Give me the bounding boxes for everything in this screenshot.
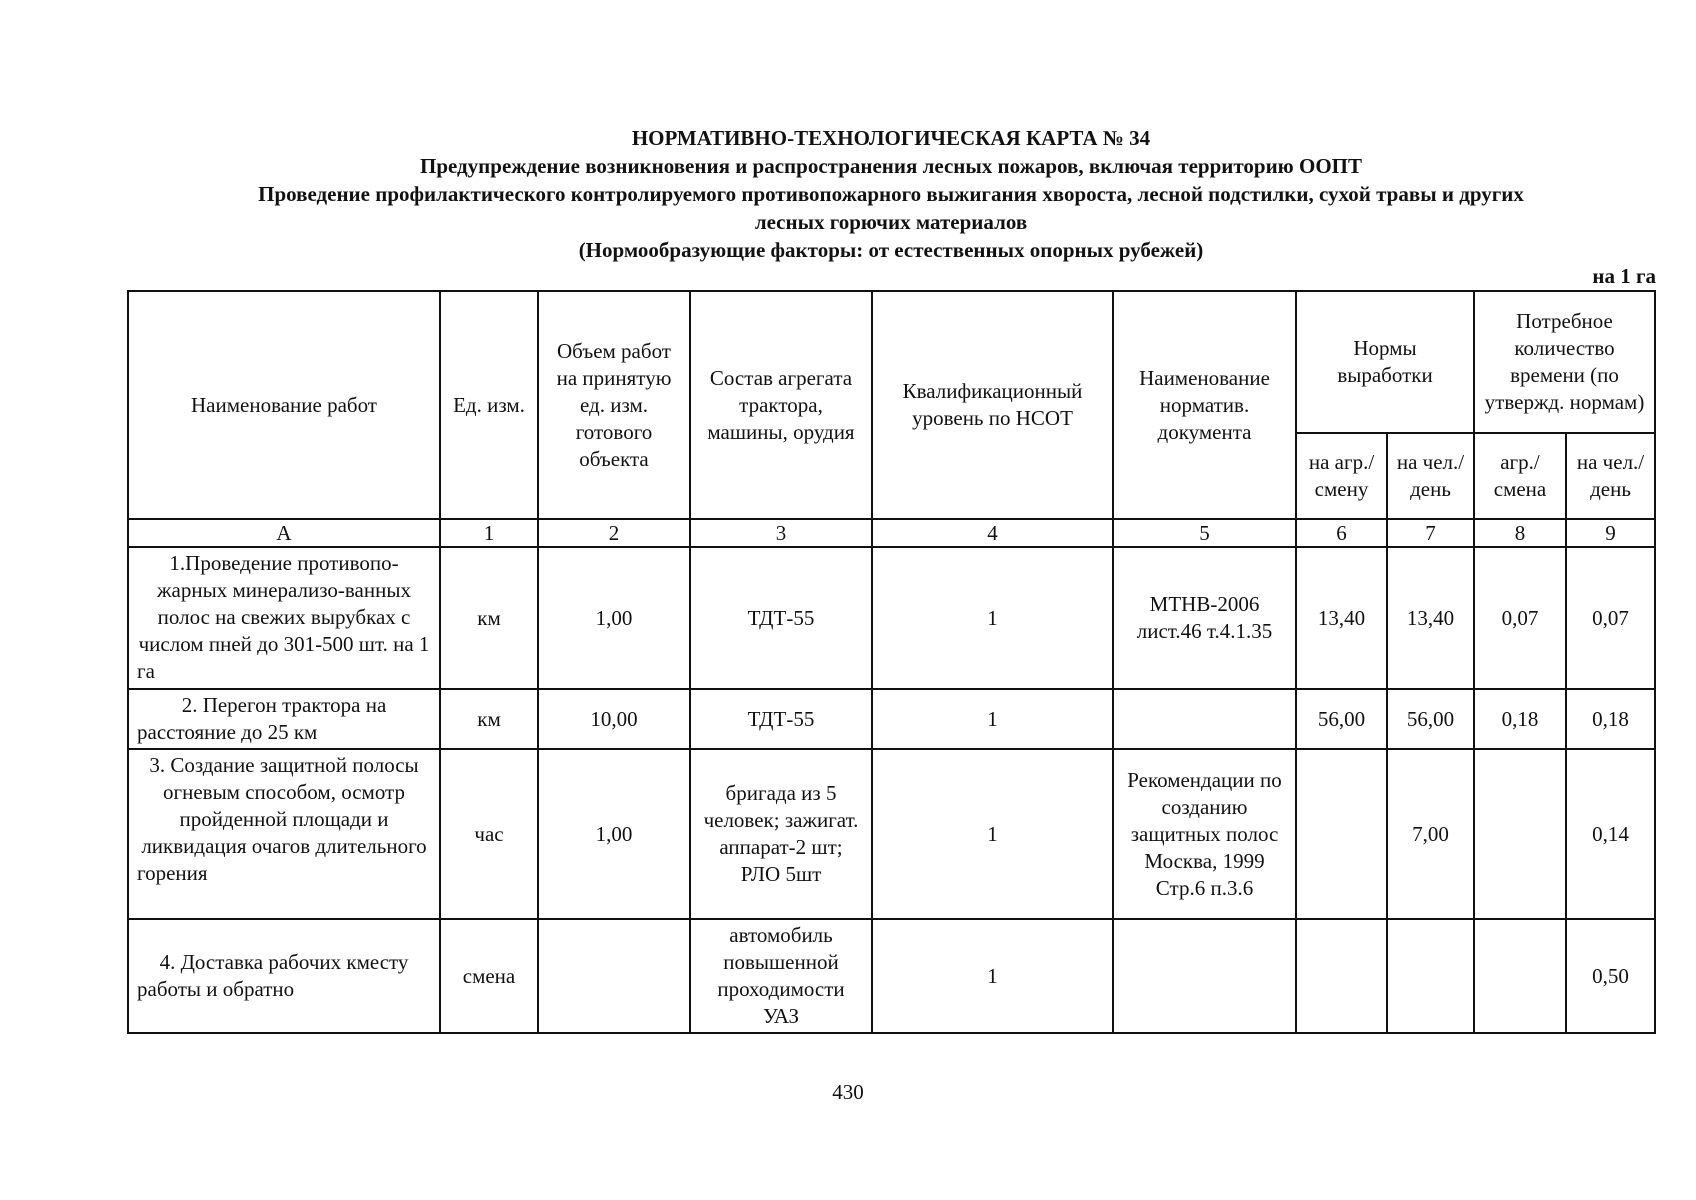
column-number: 2 (538, 519, 690, 547)
column-number: 5 (1113, 519, 1296, 547)
column-number: 4 (872, 519, 1113, 547)
unit-cell: км (440, 689, 538, 749)
title-line-5: (Нормообразующие факторы: от естественных опорных рубежей) (578, 238, 1204, 262)
header-composition: Состав агрегата трактора, машины, орудия (690, 291, 872, 519)
document-cell (1113, 689, 1296, 749)
document-cell: Рекомендации по созданию защитных полос Москва, 1999 Стр.6 п.3.6 (1113, 749, 1296, 919)
norm-unit-cell: 56,00 (1296, 689, 1387, 749)
volume-cell: 1,00 (538, 749, 690, 919)
column-number: 3 (690, 519, 872, 547)
unit-cell: час (440, 749, 538, 919)
column-number-row (128, 519, 1655, 547)
time-unit-cell (1474, 749, 1566, 919)
header-time: Потребное количество времени (по утвержд. нормам) (1474, 291, 1655, 433)
column-number: 6 (1296, 519, 1387, 547)
volume-cell: 1,00 (538, 547, 690, 689)
time-person-cell: 0,50 (1566, 919, 1655, 1033)
header-document: Наименование норматив. документа (1113, 291, 1296, 519)
time-person-cell: 0,07 (1566, 547, 1655, 689)
table-row (128, 689, 1655, 749)
time-person-cell: 0,18 (1566, 689, 1655, 749)
composition-cell: ТДТ-55 (690, 689, 872, 749)
volume-cell (538, 919, 690, 1033)
column-number: 7 (1387, 519, 1474, 547)
column-number: 9 (1566, 519, 1655, 547)
time-person-cell: 0,14 (1566, 749, 1655, 919)
page-number: 430 (832, 1080, 864, 1104)
column-number: А (128, 519, 440, 547)
unit-cell: смена (440, 919, 538, 1033)
subheader-time-unit: агр./ смена (1474, 433, 1566, 519)
header-row (128, 291, 1655, 433)
header-unit: Ед. изм. (440, 291, 538, 519)
work-name-cell: 4. Доставка рабочих кместу работы и обратно (128, 919, 440, 1033)
qualification-cell: 1 (872, 547, 1113, 689)
composition-cell: автомобиль повышенной проходимости УАЗ (690, 919, 872, 1033)
header-volume: Объем работ на принятую ед. изм. готового объекта (538, 291, 690, 519)
document-cell: МТНВ-2006 лист.46 т.4.1.35 (1113, 547, 1296, 689)
norm-person-cell: 13,40 (1387, 547, 1474, 689)
title-line-1: НОРМАТИВНО-ТЕХНОЛОГИЧЕСКАЯ КАРТА № 34 (631, 126, 1151, 150)
norm-table (127, 290, 1656, 1034)
time-unit-cell: 0,18 (1474, 689, 1566, 749)
unit-cell: км (440, 547, 538, 689)
title-line-4: лесных горючих материалов (754, 210, 1028, 234)
table-row (128, 919, 1655, 1033)
header-qualification: Квалификационный уровень по НСОТ (872, 291, 1113, 519)
title-line-2: Предупреждение возникновения и распространения лесных пожаров, включая территорию ООПТ (419, 154, 1362, 178)
norm-person-cell: 56,00 (1387, 689, 1474, 749)
title-line-3: Проведение профилактического контролируемого противопожарного выжигания хвороста, лесной подстилки, сухой травы и других (258, 182, 1524, 206)
time-unit-cell: 0,07 (1474, 547, 1566, 689)
header-name: Наименование работ (128, 291, 440, 519)
composition-cell: ТДТ-55 (690, 547, 872, 689)
document-cell (1113, 919, 1296, 1033)
composition-cell: бригада из 5 человек; зажигат. аппарат-2 шт; РЛО 5шт (690, 749, 872, 919)
table-row (128, 749, 1655, 919)
subheader-norms-person: на чел./ день (1387, 433, 1474, 519)
work-name-cell: 2. Перегон трактора на расстояние до 25 км (128, 689, 440, 749)
norm-person-cell (1387, 919, 1474, 1033)
column-number: 1 (440, 519, 538, 547)
work-name-cell: 1.Проведение противопо-жарных минерализо-ванных полос на свежих вырубках с числом пней до 301-500 шт. на 1 га (128, 547, 440, 689)
volume-cell: 10,00 (538, 689, 690, 749)
norm-unit-cell: 13,40 (1296, 547, 1387, 689)
document-title (128, 124, 1654, 264)
column-number: 8 (1474, 519, 1566, 547)
norm-unit-cell (1296, 919, 1387, 1033)
subheader-time-person: на чел./ день (1566, 433, 1655, 519)
header-norms: Нормы выработки (1296, 291, 1474, 433)
qualification-cell: 1 (872, 749, 1113, 919)
qualification-cell: 1 (872, 689, 1113, 749)
norm-unit-cell (1296, 749, 1387, 919)
time-unit-cell (1474, 919, 1566, 1033)
subheader-norms-unit: на агр./ смену (1296, 433, 1387, 519)
qualification-cell: 1 (872, 919, 1113, 1033)
unit-note: на 1 га (1592, 264, 1656, 288)
work-name-cell: 3. Создание защитной полосы огневым способом, осмотр пройденной площади и ликвидация очагов длительного горения (128, 749, 440, 919)
table-row (128, 547, 1655, 689)
norm-person-cell: 7,00 (1387, 749, 1474, 919)
